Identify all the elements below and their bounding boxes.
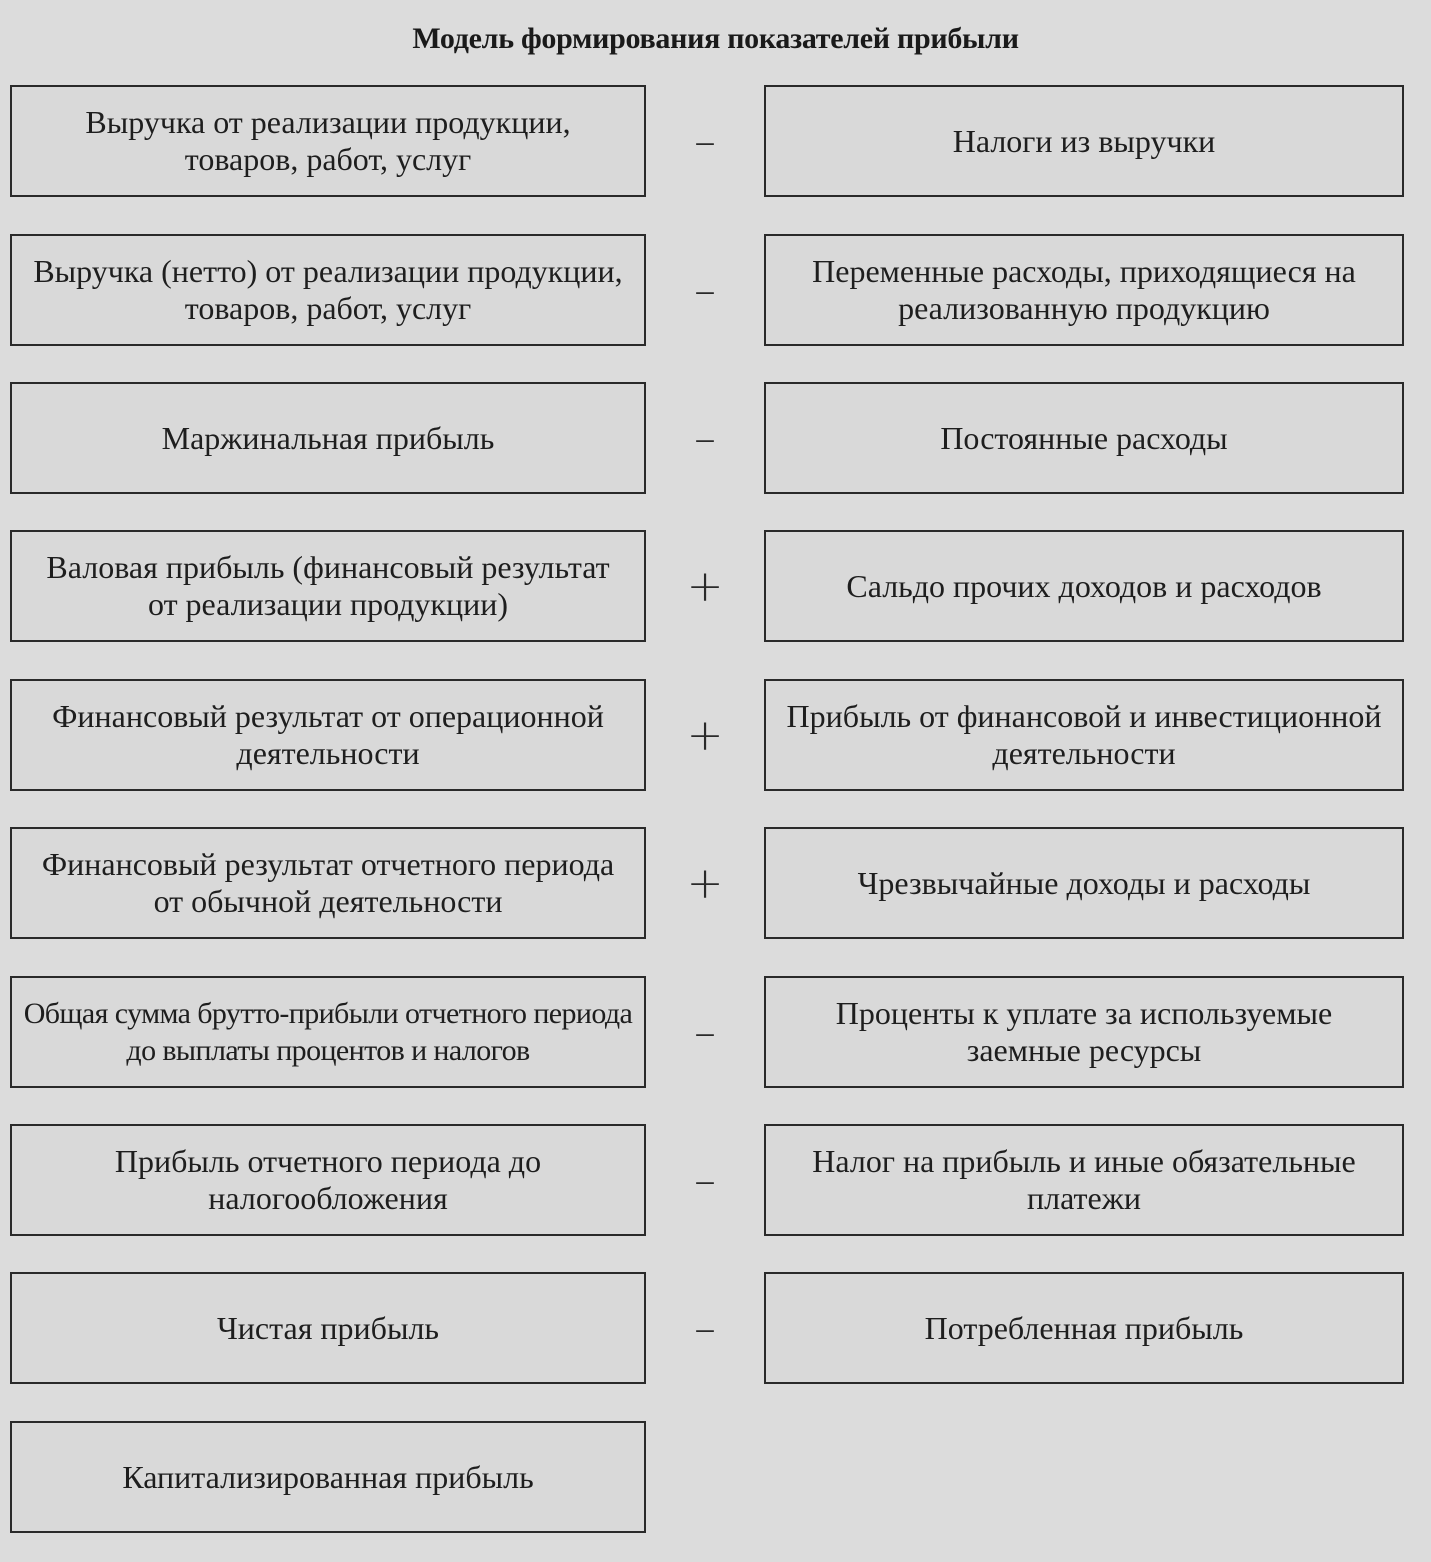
minus-operator: –: [694, 1154, 716, 1206]
variable-costs-box: Переменные расходы, приходящиеся на реализованную продукцию: [764, 234, 1404, 346]
operating-result-box: Финансовый результат от операционной деятельности: [10, 679, 646, 791]
capitalized-profit-box: Капитализированная прибыль: [10, 1421, 646, 1533]
plus-operator: +: [686, 709, 724, 761]
gross-profit-box: Валовая прибыль (финансовый результат от реализации продукции): [10, 530, 646, 642]
gross-profit-before-interest-box: Общая сумма брутто-прибыли отчетного периода до выплаты процентов и налогов: [10, 976, 646, 1088]
net-revenue-box: Выручка (нетто) от реализации продукции, товаров, работ, услуг: [10, 234, 646, 346]
minus-operator: –: [694, 1302, 716, 1354]
income-tax-box: Налог на прибыль и иные обязательные платежи: [764, 1124, 1404, 1236]
plus-operator: +: [686, 560, 724, 612]
ordinary-activity-result-box: Финансовый результат отчетного периода от обычной деятельности: [10, 827, 646, 939]
revenue-box: Выручка от реализации продукции, товаров, работ, услуг: [10, 85, 646, 197]
minus-operator: –: [694, 1006, 716, 1058]
interest-payable-box: Проценты к уплате за используемые заемные ресурсы: [764, 976, 1404, 1088]
diagram-title: Модель формирования показателей прибыли: [412, 22, 1019, 55]
financial-investment-profit-box: Прибыль от финансовой и инвестиционной деятельности: [764, 679, 1404, 791]
revenue-taxes-box: Налоги из выручки: [764, 85, 1404, 197]
minus-operator: –: [694, 115, 716, 167]
net-profit-box: Чистая прибыль: [10, 1272, 646, 1384]
plus-operator: +: [686, 857, 724, 909]
minus-operator: –: [694, 264, 716, 316]
consumed-profit-box: Потребленная прибыль: [764, 1272, 1404, 1384]
marginal-profit-box: Маржинальная прибыль: [10, 382, 646, 494]
pretax-profit-box: Прибыль отчетного периода до налогообложения: [10, 1124, 646, 1236]
other-income-balance-box: Сальдо прочих доходов и расходов: [764, 530, 1404, 642]
minus-operator: –: [694, 412, 716, 464]
fixed-costs-box: Постоянные расходы: [764, 382, 1404, 494]
extraordinary-items-box: Чрезвычайные доходы и расходы: [764, 827, 1404, 939]
